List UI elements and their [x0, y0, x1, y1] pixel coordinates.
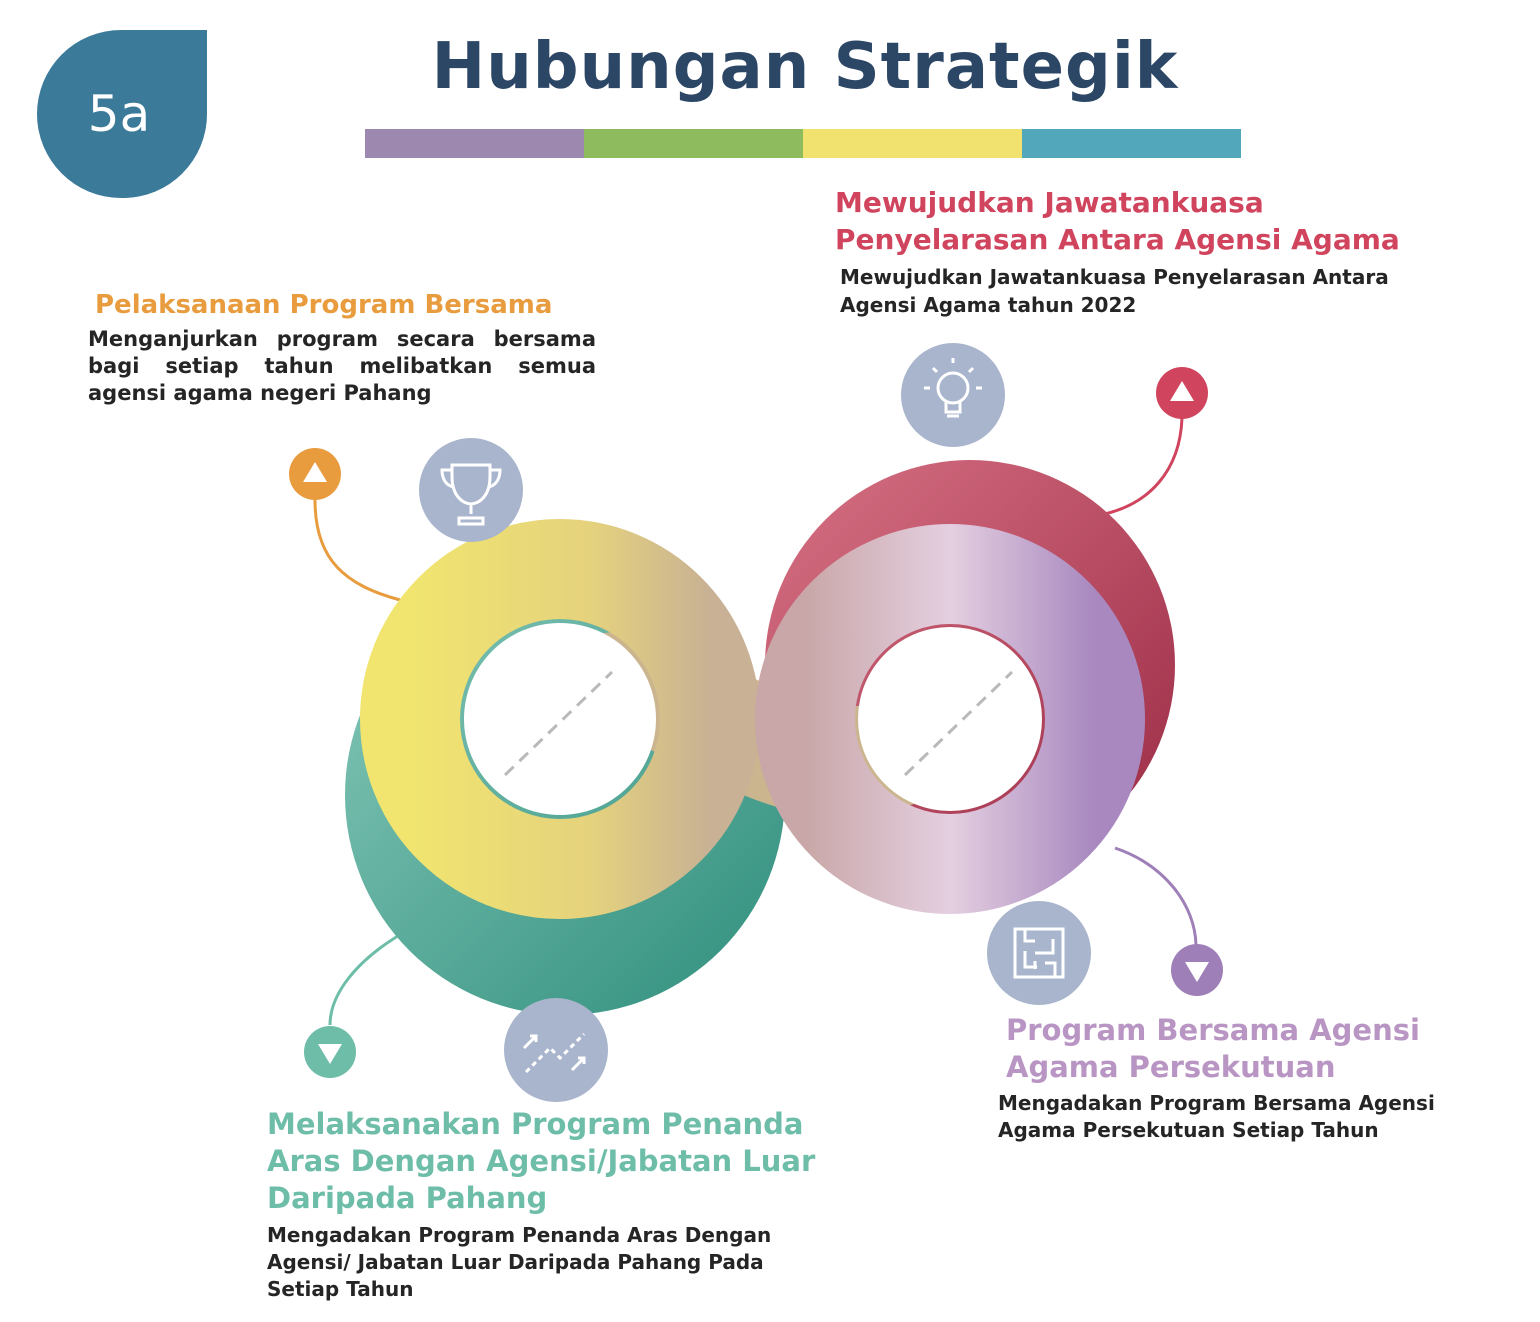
marker-top-left — [289, 448, 341, 500]
heading-program-persekutuan: Program Bersama Agensi Agama Persekutuan — [1006, 1013, 1420, 1084]
body-program-persekutuan: Mengadakan Program Bersama Agensi Agama Persekutuan Setiap Tahun — [998, 1091, 1435, 1142]
marker-bottom-left — [304, 1026, 356, 1078]
body-pelaksanaan-program: Menganjurkan program secara bersama bagi setiap tahun melibatkan semua agensi agama negeri Pahang — [88, 327, 596, 405]
connector-bottom-left — [330, 930, 408, 1025]
heading-penanda-aras: Melaksanakan Program Penanda Aras Dengan Agensi/Jabatan Luar Daripada Pahang — [267, 1107, 816, 1215]
body-penanda-aras: Mengadakan Program Penanda Aras Dengan Agensi/ Jabatan Luar Daripada Pahang Pada Setiap Tahun — [267, 1223, 772, 1301]
heading-pelaksanaan-program: Pelaksanaan Program Bersama — [95, 290, 553, 320]
trophy-icon — [419, 438, 523, 542]
page-title: Hubungan Strategik — [431, 30, 1179, 104]
connector-bottom-right — [1115, 848, 1196, 945]
connector-top-left — [315, 500, 400, 600]
heading-jawatankuasa: Mewujudkan Jawatankuasa Penyelarasan Antara Agensi Agama — [835, 186, 1400, 256]
left-hole — [464, 623, 656, 815]
maze-icon — [987, 901, 1091, 1005]
lightbulb-icon — [901, 343, 1005, 447]
marker-bottom-right — [1171, 944, 1223, 996]
connector-top-right — [1100, 418, 1182, 515]
right-hole — [858, 627, 1042, 811]
body-jawatankuasa: Mewujudkan Jawatankuasa Penyelarasan Antara Agensi Agama tahun 2022 — [840, 265, 1389, 317]
section-number: 5a — [87, 85, 151, 143]
marker-top-right — [1156, 367, 1208, 419]
trend-arrows-icon — [504, 998, 608, 1102]
